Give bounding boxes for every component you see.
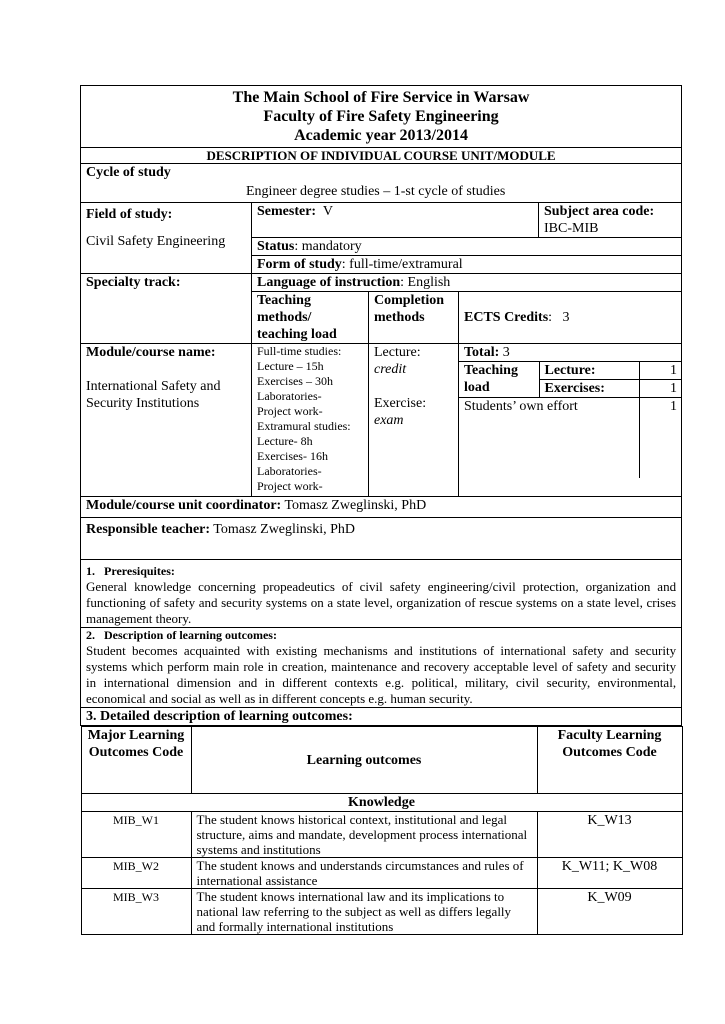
ects-value: 3	[562, 310, 570, 325]
prereq-heading: 1. Preresiquites:	[86, 564, 175, 578]
major-code: MIB_W3	[81, 889, 191, 935]
specialty-label: Specialty track:	[86, 275, 181, 290]
exercises-label: Exercises:	[539, 380, 639, 398]
load-label: Teaching load	[459, 362, 539, 398]
teaching-line: Laboratories-	[257, 464, 322, 478]
table-row	[81, 889, 682, 935]
module-name-cell	[81, 344, 252, 497]
lecture-value: 1	[639, 362, 682, 380]
col-learning-outcomes: Learning outcomes	[191, 727, 537, 794]
completion-lecture-label: Lecture:	[374, 345, 421, 360]
teaching-methods-header: Teaching methods/ teaching load	[252, 292, 369, 344]
lecture-label: Lecture:	[539, 362, 639, 380]
teaching-line: Extramural studies:	[257, 419, 351, 433]
own-effort-label: Students’ own effort	[459, 398, 639, 479]
outcomes-heading: 2. Description of learning outcomes:	[86, 628, 277, 642]
teaching-line: Laboratories-	[257, 389, 322, 403]
completion-cell	[369, 344, 459, 497]
completion-exercise-label: Exercise:	[374, 396, 427, 411]
teacher-label: Responsible teacher:	[86, 522, 211, 537]
semester-cell	[252, 203, 539, 238]
teaching-line: Exercises – 30h	[257, 374, 333, 388]
teacher-value: Tomasz Zweglinski, PhD	[213, 522, 356, 537]
table-row	[81, 812, 682, 858]
teaching-line: Project work-	[257, 479, 323, 493]
language-cell	[252, 274, 682, 292]
teacher-row	[81, 518, 682, 560]
teaching-line: Lecture- 8h	[257, 434, 313, 448]
module-name: International Safety and Security Institutions	[86, 379, 221, 411]
coordinator-label: Module/course unit coordinator:	[86, 498, 282, 513]
field-label: Field of study:	[86, 207, 173, 222]
outcome-text: The student knows historical context, institutional and legal structure, aims and mandate, development process international systems and institutions	[191, 812, 537, 858]
teaching-load-cell	[252, 344, 369, 497]
credits-breakdown-cell	[459, 344, 682, 497]
status-label: Status	[257, 239, 295, 254]
course-table	[80, 85, 682, 935]
language-value: : English	[400, 275, 451, 290]
subject-code-label: Subject area code:	[544, 204, 655, 219]
status-cell	[252, 238, 682, 256]
outcomes-table	[81, 726, 683, 935]
document-subtitle: DESCRIPTION OF INDIVIDUAL COURSE UNIT/MODULE	[81, 148, 682, 164]
total-label: Total:	[464, 345, 500, 360]
completion-lecture-value: credit	[374, 362, 407, 377]
school-name: The Main School of Fire Service in Warsaw	[232, 89, 530, 106]
col-faculty-code: Faculty Learning Outcomes Code	[537, 727, 682, 794]
own-effort-value: 1	[639, 398, 682, 479]
faculty-code: K_W13	[537, 812, 682, 858]
ects-label: ECTS Credits	[464, 310, 549, 325]
ects-cell: ECTS Credits: 3	[459, 292, 682, 344]
section-knowledge: Knowledge	[81, 794, 682, 812]
outcomes-text: Student becomes acquainted with existing mechanisms and institutions of international safety and security systems which perform main role in creation, maintenance and recovery acceptable level of safety and security in international dimension and in different contexts e.g. political, military, civil security, environmental, economical and social as well as in different concepts e.g. human security.	[86, 643, 677, 706]
field-value: Civil Safety Engineering	[86, 234, 226, 249]
field-of-study-cell	[81, 203, 252, 274]
form-value: : full-time/extramural	[341, 257, 463, 272]
specialty-cell	[81, 274, 252, 344]
semester-label: Semester:	[257, 204, 317, 219]
outcomes-desc-row	[81, 628, 682, 708]
completion-methods-header: Completion methods	[369, 292, 459, 344]
teaching-line: Exercises- 16h	[257, 449, 328, 463]
form-label: Form of study	[257, 257, 342, 272]
credits-breakdown-table	[459, 344, 682, 478]
form-cell	[252, 256, 682, 274]
cycle-value: Engineer degree studies – 1-st cycle of studies	[246, 184, 506, 199]
document-title	[81, 86, 682, 148]
module-label: Module/course name:	[86, 345, 216, 360]
outcome-text: The student knows and understands circumstances and rules of international assistance	[191, 858, 537, 889]
coordinator-value: Tomasz Zweglinski, PhD	[284, 498, 427, 513]
faculty-name: Faculty of Fire Safety Engineering	[263, 108, 499, 125]
prerequisites-row	[81, 560, 682, 628]
teaching-line: Lecture – 15h	[257, 359, 324, 373]
faculty-code: K_W09	[537, 889, 682, 935]
language-label: Language of instruction	[257, 275, 401, 290]
subject-code-value: IBC-MIB	[544, 221, 599, 236]
prereq-text: General knowledge concerning propeadeutics of civil safety engineering/civil protection, organization and functioning of safety and security systems on a state level, organization of rescue systems on a state level, crises management theory.	[86, 579, 677, 626]
subject-code-cell	[539, 203, 682, 238]
exercises-value: 1	[639, 380, 682, 398]
coordinator-row	[81, 497, 682, 518]
outcomes-table-cell	[81, 726, 682, 936]
major-code: MIB_W1	[81, 812, 191, 858]
cycle-label: Cycle of study	[86, 165, 171, 180]
table-row	[81, 858, 682, 889]
teaching-line: Full-time studies:	[257, 344, 342, 358]
course-description-document	[80, 85, 681, 935]
status-value: : mandatory	[294, 239, 362, 254]
total-cell	[459, 344, 682, 362]
completion-exercise-value: exam	[374, 413, 404, 428]
col-major-code: Major Learning Outcomes Code	[81, 727, 191, 794]
outcome-text: The student knows international law and its implications to national law referring to the subject as well as differs legally and formally international institutions	[191, 889, 537, 935]
total-value: 3	[502, 345, 510, 360]
semester-value: V	[322, 204, 333, 219]
detailed-heading: 3. Detailed description of learning outcomes:	[81, 708, 682, 726]
major-code: MIB_W2	[81, 858, 191, 889]
faculty-code: K_W11; K_W08	[537, 858, 682, 889]
teaching-line: Project work-	[257, 404, 323, 418]
academic-year: Academic year 2013/2014	[294, 127, 468, 144]
cycle-row	[81, 164, 682, 203]
